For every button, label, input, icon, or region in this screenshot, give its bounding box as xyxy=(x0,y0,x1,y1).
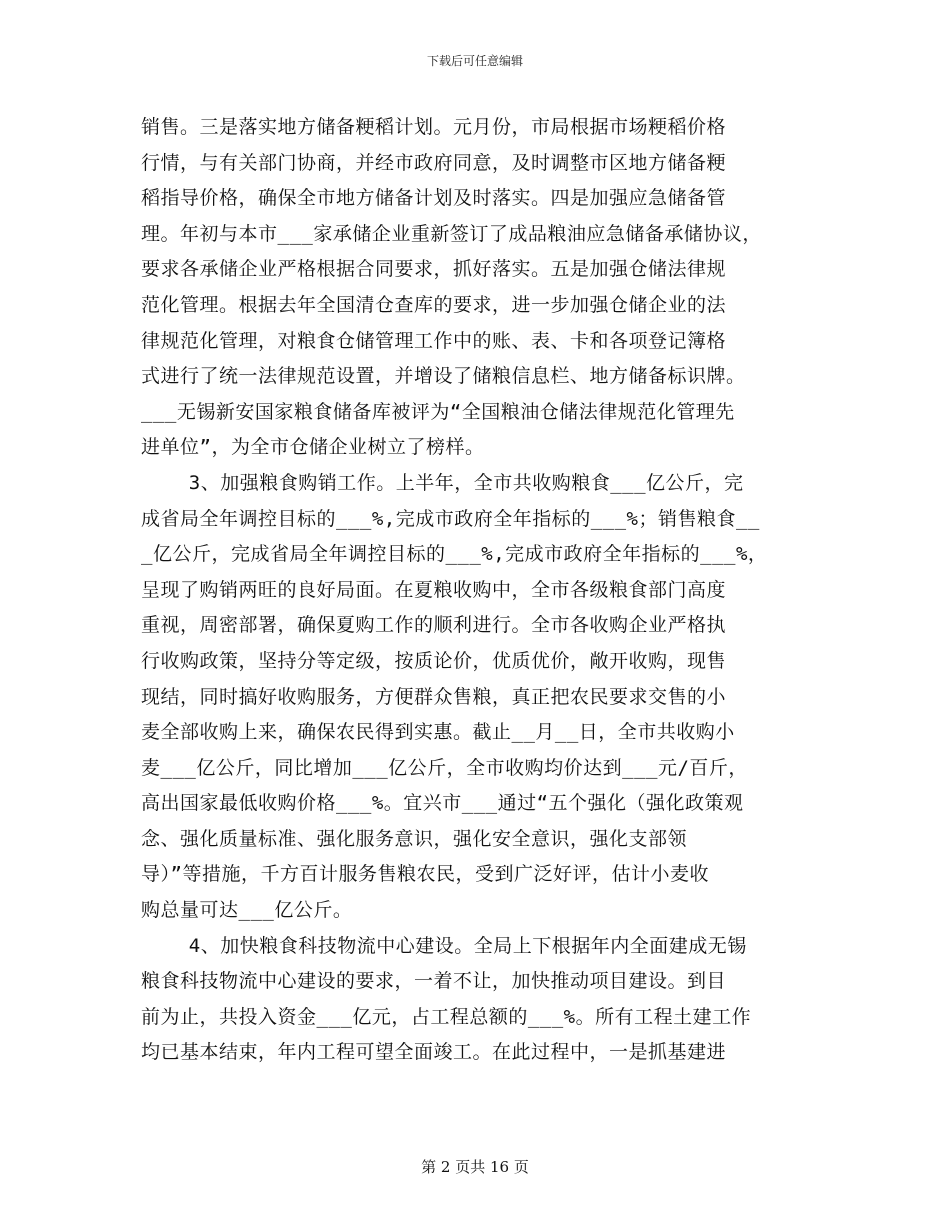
text-line: 4、加快粮食科技物流中心建设。全局上下根据年内全面建成无锡 xyxy=(141,934,747,957)
text-line: 范化管理。根据去年全国清仓查库的要求，进一步加强仓储企业的法 xyxy=(141,293,727,316)
text-line: 3、加强粮食购销工作。上半年，全市共收购粮食___亿公斤，完 xyxy=(141,471,744,494)
text-line: 前为止，共投入资金___亿元，占工程总额的___%。所有工程土建工作 xyxy=(141,1005,752,1028)
text-line: 呈现了购销两旺的良好局面。在夏粮收购中，全市各级粮食部门高度 xyxy=(141,578,727,601)
document-body xyxy=(141,110,811,1071)
text-line: 理。年初与本市___家承储企业重新签订了成品粮油应急储备承储协议， xyxy=(141,222,762,245)
text-line: 成省局全年调控目标的___%,完成市政府全年指标的___%；销售粮食__ xyxy=(141,507,760,530)
text-line: 要求各承储企业严格根据合同要求，抓好落实。五是加强仓储法律规 xyxy=(141,258,727,281)
text-line: 销售。三是落实地方储备粳稻计划。元月份，市局根据市场粳稻价格 xyxy=(141,116,727,138)
text-line: 购总量可达___亿公斤。 xyxy=(141,899,353,922)
text-line: 律规范化管理，对粮食仓储管理工作中的账、表、卡和各项登记簿格 xyxy=(141,329,727,352)
text-line: 稻指导价格，确保全市地方储备计划及时落实。四是加强应急储备管 xyxy=(141,187,727,210)
text-line: _亿公斤，完成省局全年调控目标的___%,完成市政府全年指标的___%， xyxy=(141,543,768,566)
text-line: 粮食科技物流中心建设的要求，一着不让，加快推动项目建设。到目 xyxy=(141,970,727,993)
text-line: 行情，与有关部门协商，并经市政府同意，及时调整市区地方储备粳 xyxy=(141,151,727,174)
page-footer: 第 2 页共 16 页 xyxy=(421,1158,529,1176)
text-line: 麦全部收购上来，确保农民得到实惠。截止__月__日，全市共收购小 xyxy=(141,721,735,744)
text-line: 导）”等措施，千方百计服务售粮农民，受到广泛好评，估计小麦收 xyxy=(141,863,709,886)
text-line: 念、强化质量标准、强化服务意识，强化安全意识，强化支部领 xyxy=(141,827,688,850)
text-line: 式进行了统一法律规范设置，并增设了储粮信息栏、地方储备标识牌。 xyxy=(141,365,746,388)
text-line: 均已基本结束，年内工程可望全面竣工。在此过程中，一是抓基建进 xyxy=(141,1041,727,1064)
text-line: 进单位”，为全市仓储企业树立了榜样。 xyxy=(141,436,485,459)
text-line: 重视，周密部署，确保夏购工作的顺利进行。全市各收购企业严格执 xyxy=(141,614,727,637)
text-line: ___无锡新安国家粮食储备库被评为“全国粮油仓储法律规范化管理先 xyxy=(141,400,735,423)
text-line: 高出国家最低收购价格___%。宜兴市___通过“五个强化（强化政策观 xyxy=(141,792,744,815)
text-line: 行收购政策，坚持分等定级，按质论价，优质优价，敞开收购，现售 xyxy=(141,649,727,672)
text-line: 麦___亿公斤，同比增加___亿公斤，全市收购均价达到___元/百斤， xyxy=(141,756,748,779)
page-header: 下载后可任意编辑 xyxy=(426,54,523,68)
text-line: 现结，同时搞好收购服务，方便群众售粮，真正把农民要求交售的小 xyxy=(141,685,727,708)
